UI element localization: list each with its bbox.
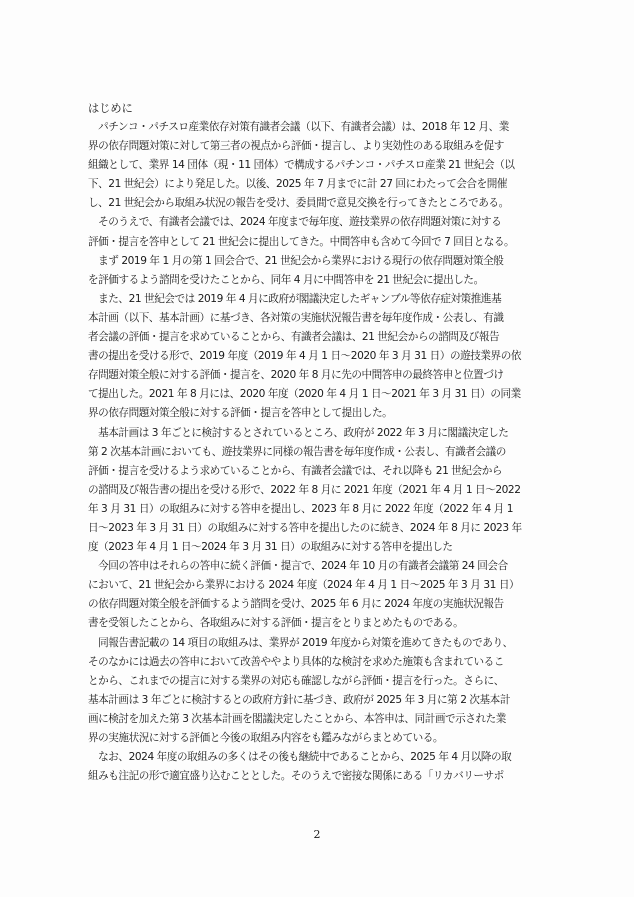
text-line: 界の実施状況に対する評価と今後の取組み内容をも鑑みながらまとめている。 [88,732,444,744]
text-line: 基本計画は 3 年ごとに検討するとの政府方針に基づき、政府が 2025 年 3 月に第 2 次基本計 [88,693,510,706]
text-line: まず 2019 年 1 月の第 1 回会合で、21 世紀会から業界における現行の依存問題対策全般 [88,254,504,267]
text-line: し、21 世紀会から取組み状況の報告を受け、委員間で意見交換を行ってきたところである。 [88,197,509,210]
text-line: 組みも注記の形で適宜盛り込むこととした。そのうえで密接な関係にある「リカバリーサポ [88,770,504,783]
text-line: て提出した。2021 年 8 月には、2020 年度（2020 年 4 月 1 日～2021 年 3 月 31 日）の同業 [88,388,521,401]
text-line: パチンコ・パチスロ産業依存対策有識者会議（以下、有識者会議）は、2018 年 12 月、業 [88,121,509,133]
text-line: 者会議の評価・提言を求めていることから、有識者会議は、21 世紀会からの諮問及び報告 [88,331,500,344]
text-line: なお、2024 年度の取組みの多くはその後も継続中であることから、2025 年 4 月以降の取 [88,751,512,764]
text-line: 書の提出を受ける形で、2019 年度（2019 年 4 月 1 日～2020 年 3 月 31 日）の遊技業界の依 [88,350,521,363]
text-line: そのうえで、有識者会議では、2024 年度まで毎年度、遊技業界の依存問題対策に対する [88,216,502,229]
text-line: 第 2 次基本計画においても、遊技業界に同様の報告書を毎年度作成・公表し、有識者会議の [88,445,506,458]
text-line: そのなかには過去の答申において改善ややより具体的な検討を求めた施策も含まれているこ [88,655,504,668]
section-heading: はじめに [88,102,133,115]
text-line: を評価するよう諮問を受けたことから、同年 4 月に中間答申を 21 世紀会に提出した。 [88,273,484,286]
text-line: 本計画（以下、基本計画）に基づき、各対策の実施状況報告書を毎年度作成・公表し、有識 [88,311,504,324]
paragraph-intro [88,118,548,213]
document-body [88,99,548,786]
text-line: 度（2023 年 4 月 1 日～2024 年 3 月 31 日）の取組みに対する答申を提出した [88,541,453,554]
text-line: 基本計画は 3 年ごとに検討するとされているところ、政府が 2022 年 3 月に閣議決定した [88,426,509,439]
text-line: の依存問題対策全般を評価するよう諮問を受け、2025 年 6 月に 2024 年度の実施状況報告 [88,598,504,611]
text-line: において、21 世紀会から業界における 2024 年度（2024 年 4 月 1 日～2025 年 3 月 31 日） [88,579,520,592]
text-line: 同報告書記載の 14 項目の取組みは、業界が 2019 年度から対策を進めてきたものであり、 [88,636,513,649]
text-line: 界の依存問題対策に対して第三者の視点から評価・提言し、より実効性のある取組みを促す [88,140,504,153]
text-line: 組織として、業界 14 団体（現・11 団体）で構成するパチンコ・パチスロ産業 21 世紀会（以 [88,159,515,172]
paragraph-notes [88,748,548,786]
text-line: とから、これまでの提言に対する業界の対応も確認しながら評価・提言を行った。さらに、 [88,674,504,687]
paragraph-second-plan [88,424,548,558]
text-line: 今回の答申はそれらの答申に続く評価・提言で、2024 年 10 月の有識者会議第 24 回会合 [88,560,508,573]
paragraph-first-meeting [88,252,548,290]
text-line: また、21 世紀会では 2019 年 4 月に政府が閣議決定したギャンブル等依存症対策推進基 [88,292,502,305]
paragraph-current-report [88,557,548,633]
paragraph-fourteen-items [88,634,548,749]
text-line: 書を受領したことから、各取組みに対する評価・提言をとりまとめたものである。 [88,617,464,630]
paragraph-basic-plan [88,290,548,424]
text-line: 評価・提言を答申として 21 世紀会に提出してきた。中間答申も含めて今回で 7 回目となる。 [88,235,515,248]
text-line: 年 3 月 31 日）の取組みに対する答申を提出し、2023 年 8 月に 2022 年度（2022 年 4 月 1 [88,502,514,515]
text-line: の諮問及び報告書の提出を受ける形で、2022 年 8 月に 2021 年度（2021 年 4 月 1 日～2022 [88,483,521,496]
text-line: 界の依存問題対策全般に対する評価・提言を答申として提出した。 [88,407,393,420]
text-line: 日～2023 年 3 月 31 日）の取組みに対する答申を提出したのに続き、2024 年 8 月に 2023 年 [88,521,522,534]
paragraph-evaluation [88,213,548,251]
text-line: 存問題対策全般に対する評価・提言を、2020 年 8 月に先の中間答申の最終答申と位置づけ [88,369,504,382]
text-line: 評価・提言を受けるよう求めていることから、有識者会議では、それ以降も 21 世紀会から [88,464,503,477]
text-line: 画に検討を加えた第 3 次基本計画を閣議決定したことから、本答申は、同計画で示された業 [88,712,506,725]
page-number: 2 [313,828,321,841]
text-line: 下、21 世紀会）により発足した。以後、2025 年 7 月までに計 27 回にわたって会合を開催 [88,178,507,191]
